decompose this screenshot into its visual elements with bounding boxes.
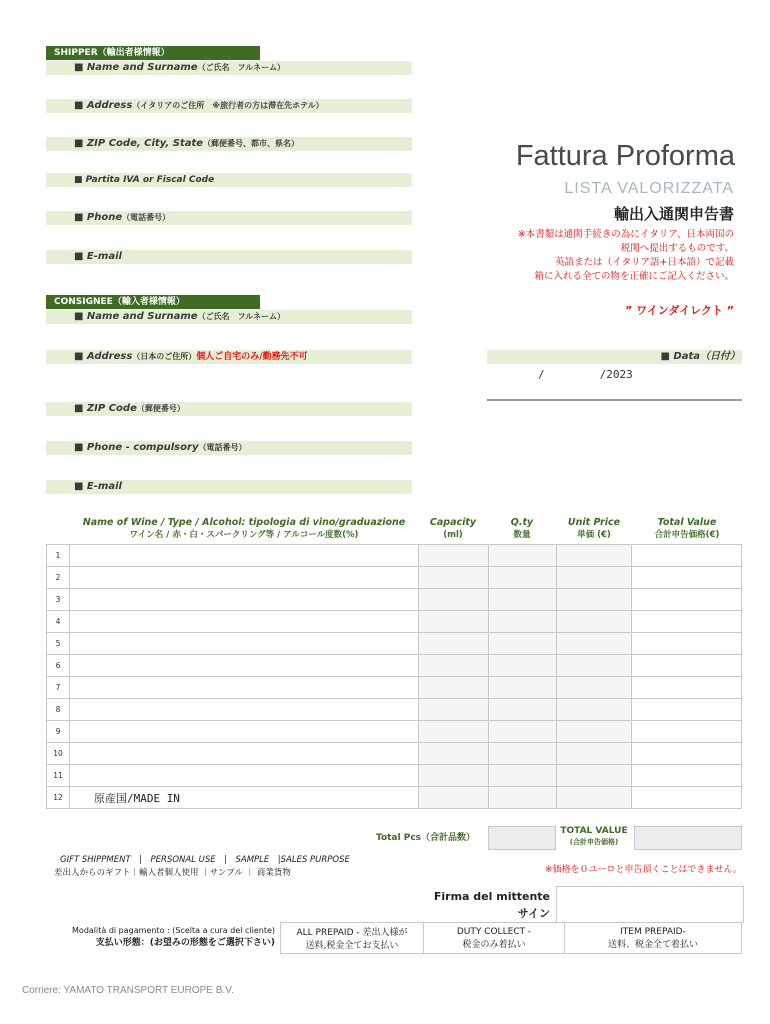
capacity-cell[interactable] (419, 677, 489, 699)
unit-price-cell[interactable] (556, 721, 632, 743)
carrier-footer: Corriere: YAMATO TRANSPORT EUROPE B.V. (22, 985, 234, 996)
table-row (47, 589, 742, 611)
table-row (47, 611, 742, 633)
total-value-cell[interactable] (632, 699, 742, 721)
qty-cell[interactable] (488, 743, 556, 765)
qty-cell[interactable] (488, 677, 556, 699)
unit-price-cell[interactable] (556, 545, 632, 567)
date-rule (487, 399, 742, 401)
total-value-cell[interactable] (634, 826, 742, 850)
wine-name-cell[interactable] (69, 611, 418, 633)
col-unit-header: Unit Price 単価 (€) (567, 517, 621, 540)
unit-price-cell[interactable] (556, 633, 632, 655)
total-value-cell[interactable] (632, 567, 742, 589)
capacity-cell[interactable] (419, 567, 489, 589)
document-jp-title: 輸出入通関申告書 (613, 205, 734, 223)
qty-cell[interactable] (488, 611, 556, 633)
col-wine-header: Name of Wine / Type / Alcohol: tipologia di vino/graduazione ワイン名 / 赤・白・スパークリング等 / アルコール度数(%) (82, 517, 406, 540)
qty-cell[interactable] (488, 721, 556, 743)
document-title: Fattura Proforma (515, 140, 735, 172)
total-value-cell[interactable] (632, 655, 742, 677)
total-value-cell[interactable] (632, 787, 742, 809)
total-pcs-cell[interactable] (488, 826, 556, 850)
col-qty-header: Q.ty 数量 (510, 517, 534, 540)
wine-name-cell[interactable] (69, 743, 418, 765)
document-subtitle: LISTA VALORIZZATA (564, 180, 734, 197)
capacity-cell[interactable] (419, 655, 489, 677)
purpose-options-jp: 差出人からのギフト｜輸入者個人使用 ｜サンプル ｜ 商業貨物 (54, 868, 291, 878)
total-pcs-label: Total Pcs（合計品数） (376, 833, 476, 843)
shipper-phone-label: ■ Phone（電話番号） (74, 212, 171, 223)
consignee-name-label: ■ Name and Surname（ご氏名 フルネーム） (74, 311, 286, 322)
table-row (47, 545, 742, 567)
qty-cell[interactable] (488, 545, 556, 567)
payment-options (280, 922, 742, 954)
payment-duty-collect[interactable]: DUTY COLLECT - 税金のみ着払い (424, 923, 565, 954)
unit-price-cell[interactable] (556, 611, 632, 633)
table-row (47, 765, 742, 787)
unit-price-cell[interactable] (556, 699, 632, 721)
wine-name-cell[interactable] (69, 545, 418, 567)
total-value-cell[interactable] (632, 633, 742, 655)
payment-item-prepaid[interactable]: ITEM PREPAID- 送料、税金全て着払い (565, 923, 742, 954)
capacity-cell[interactable] (419, 633, 489, 655)
capacity-cell[interactable] (419, 589, 489, 611)
zero-value-warning: ※価格を０ユーロと申告頂くことはできません。 (544, 865, 742, 875)
unit-price-cell[interactable] (556, 743, 632, 765)
row-number: 5 (47, 633, 70, 655)
row-number: 10 (47, 743, 70, 765)
row-number: 6 (47, 655, 70, 677)
wine-name-cell[interactable] (69, 721, 418, 743)
capacity-cell[interactable] (419, 545, 489, 567)
total-value-cell[interactable] (632, 677, 742, 699)
unit-price-cell[interactable] (556, 567, 632, 589)
qty-cell[interactable] (488, 633, 556, 655)
date-value[interactable]: / /2023 (538, 368, 633, 381)
brand-name: ” ワインダイレクト ” (625, 304, 734, 317)
table-row (47, 743, 742, 765)
consignee-zip-label: ■ ZIP Code（郵便番号） (74, 403, 185, 414)
consignee-email-label: ■ E-mail (74, 481, 122, 492)
qty-cell[interactable] (488, 765, 556, 787)
wine-name-cell[interactable] (69, 699, 418, 721)
total-value-cell[interactable] (632, 611, 742, 633)
qty-cell[interactable] (488, 589, 556, 611)
capacity-cell[interactable] (419, 743, 489, 765)
col-total-header: Total Value 合計申告価格(€) (654, 517, 720, 540)
shipper-fiscal-label: ■ Partita IVA or Fiscal Code (74, 175, 215, 185)
row-number: 3 (47, 589, 70, 611)
row-number: 8 (47, 699, 70, 721)
total-value-cell[interactable] (632, 545, 742, 567)
table-row (47, 677, 742, 699)
customs-note: ※本書類は通関手続きの為にイタリア、日本両国の 税関へ提出するものです。 英語または（イタリア語+日本語）で記載 箱に入れる全ての物を正確にご記入ください。 (517, 229, 734, 282)
table-row (47, 721, 742, 743)
capacity-cell[interactable] (419, 699, 489, 721)
shipper-address-label: ■ Address（イタリアのご住所 ※旅行者の方は滞在先ホテル） (74, 100, 324, 111)
row-number: 1 (47, 545, 70, 567)
wine-name-cell[interactable] (69, 633, 418, 655)
table-row (47, 655, 742, 677)
qty-cell[interactable] (488, 699, 556, 721)
payment-label: Modalità di pagamento : (Scelta a cura del cliente) 支払い形態：(お望みの形態をご選択下さい) (72, 926, 275, 948)
total-value-cell[interactable] (632, 721, 742, 743)
capacity-cell[interactable] (419, 611, 489, 633)
unit-price-cell[interactable] (556, 787, 632, 809)
wine-name-cell[interactable]: 原産国/MADE IN (69, 787, 418, 809)
qty-cell[interactable] (488, 787, 556, 809)
table-row (47, 699, 742, 721)
date-label: ■ Data（日付） (660, 351, 740, 362)
total-value-label: TOTAL VALUE (合計申告価格) (560, 826, 628, 846)
total-value-cell[interactable] (632, 589, 742, 611)
wine-name-cell[interactable] (69, 567, 418, 589)
table-row (47, 567, 742, 589)
unit-price-cell[interactable] (556, 655, 632, 677)
qty-cell[interactable] (488, 655, 556, 677)
wine-name-cell[interactable] (69, 765, 418, 787)
shipper-name-label: ■ Name and Surname（ご氏名 フルネーム） (74, 62, 286, 73)
items-table (46, 544, 742, 809)
payment-all-prepaid[interactable]: ALL PREPAID - 差出人様が 送料,税金全てお支払い (281, 923, 424, 954)
row-number: 9 (47, 721, 70, 743)
capacity-cell[interactable] (419, 787, 489, 809)
col-capacity-header: Capacity (ml) (429, 517, 477, 540)
wine-name-cell[interactable] (69, 589, 418, 611)
qty-cell[interactable] (488, 567, 556, 589)
signature-label: Firma del mittente サイン (433, 890, 550, 920)
shipper-header: SHIPPER（輸出者様情報） (46, 46, 260, 60)
consignee-header: CONSIGNEE（輸入者様情報） (46, 295, 260, 309)
shipper-email-label: ■ E-mail (74, 251, 122, 262)
total-value-cell[interactable] (632, 743, 742, 765)
unit-price-cell[interactable] (556, 765, 632, 787)
row-number: 2 (47, 567, 70, 589)
shipper-zip-label: ■ ZIP Code, City, State（郵便番号、都市、県名） (74, 138, 300, 149)
capacity-cell[interactable] (419, 721, 489, 743)
table-row (47, 787, 742, 809)
wine-name-cell[interactable] (69, 655, 418, 677)
table-row (47, 633, 742, 655)
consignee-address-label: ■ Address（日本のご住所）個人ご自宅のみ/勤務先不可 (74, 351, 308, 362)
total-value-cell[interactable] (632, 765, 742, 787)
unit-price-cell[interactable] (556, 589, 632, 611)
row-number: 7 (47, 677, 70, 699)
purpose-options[interactable]: GIFT SHIPPMENT | PERSONAL USE | SAMPLE |SALES PURPOSE (60, 855, 350, 865)
unit-price-cell[interactable] (556, 677, 632, 699)
capacity-cell[interactable] (419, 765, 489, 787)
signature-box[interactable] (556, 886, 744, 923)
row-number: 4 (47, 611, 70, 633)
row-number: 12 (47, 787, 70, 809)
row-number: 11 (47, 765, 70, 787)
wine-name-cell[interactable] (69, 677, 418, 699)
consignee-phone-label: ■ Phone - compulsory（電話番号） (74, 442, 247, 453)
